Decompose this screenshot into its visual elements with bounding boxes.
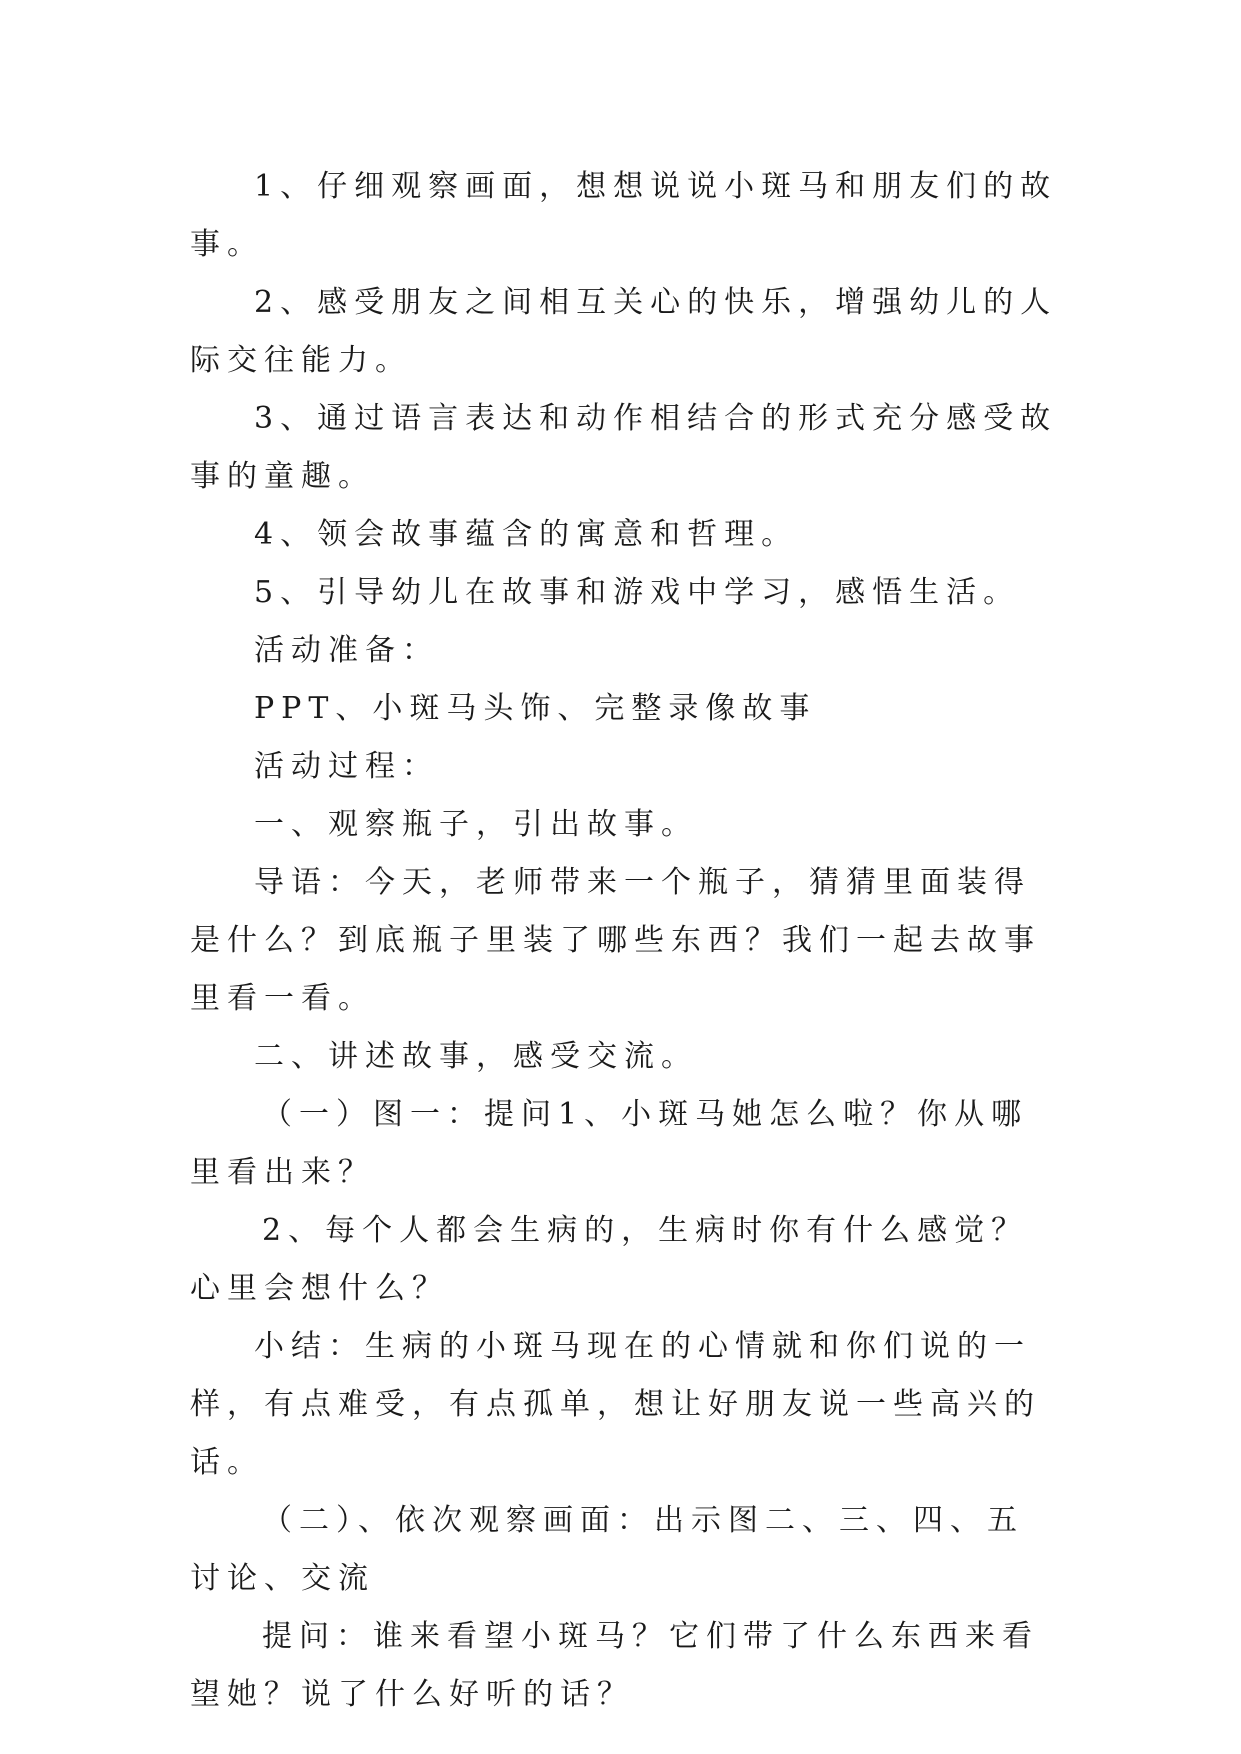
step-2-heading: 二、讲述故事，感受交流。: [254, 1039, 698, 1074]
preparation-materials: PPT、小斑马头饰、完整录像故事: [254, 691, 817, 726]
questions-text: 提问：谁来看望小斑马？它们带了什么东西来看望她？说了什么好听的话？: [190, 1619, 1039, 1712]
process-heading: 活动过程：: [254, 749, 439, 784]
picture-2-5-observation: （二）、依次观察画面：出示图二、三、四、五讨论、交流: [190, 1503, 1024, 1596]
summary-text: 小结：生病的小斑马现在的心情就和你们说的一样，有点难受，有点孤单，想让好朋友说一些高兴的话。: [190, 1329, 1041, 1480]
objective-2: 2、感受朋友之间相互关心的快乐，增强幼儿的人际交往能力。: [190, 285, 1058, 378]
picture-1-question-2: 2、每个人都会生病的，生病时你有什么感觉？心里会想什么？: [190, 1213, 1029, 1306]
objective-1: 1、仔细观察画面，想想说说小斑马和朋友们的故事。: [190, 169, 1058, 262]
picture-1-question-1: （一）图一：提问1、小斑马她怎么啦？你从哪里看出来？: [190, 1097, 1029, 1190]
step-1-heading: 一、观察瓶子，引出故事。: [254, 807, 698, 842]
lead-in-text: 导语：今天，老师带来一个瓶子，猜猜里面装得是什么？到底瓶子里装了哪些东西？我们一起去故事里看一看。: [190, 865, 1041, 1016]
objective-4: 4、领会故事蕴含的寓意和哲理。: [254, 517, 799, 552]
objective-3: 3、通过语言表达和动作相结合的形式充分感受故事的童趣。: [190, 401, 1058, 494]
document-page: [190, 158, 1060, 1724]
preparation-heading: 活动准备：: [254, 633, 439, 668]
objective-5: 5、引导幼儿在故事和游戏中学习，感悟生活。: [254, 575, 1021, 610]
